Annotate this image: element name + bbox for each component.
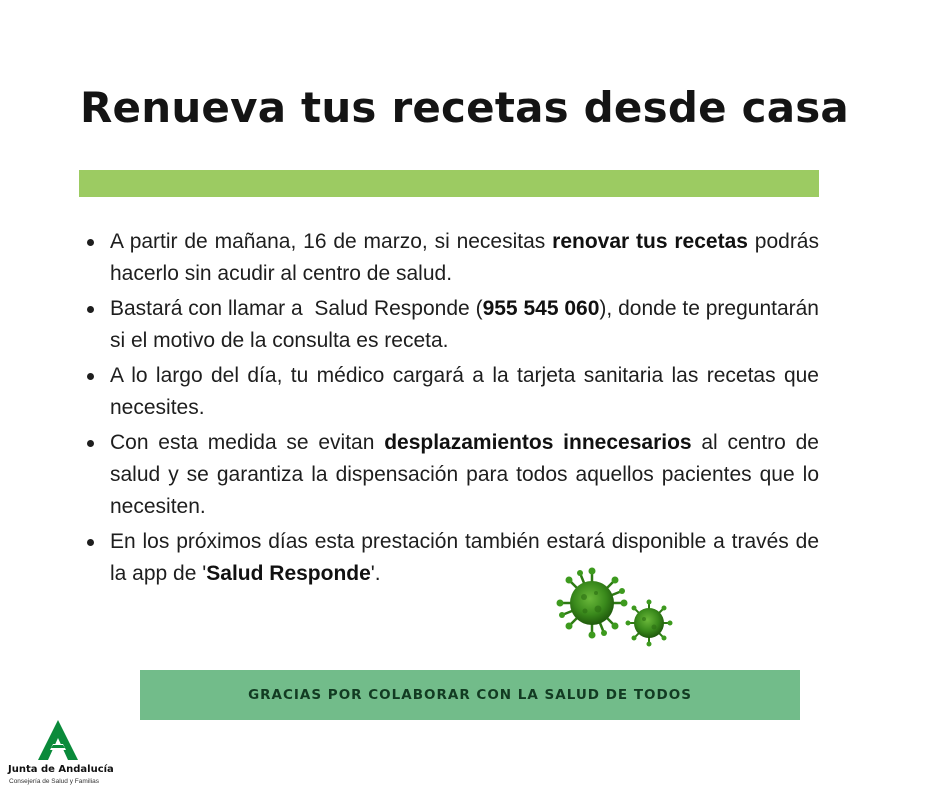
bullet-text: Bastará con llamar a Salud Responde (	[110, 297, 483, 320]
bullet-text: ), donde te preguntarán si el motivo de la consulta es receta.	[110, 297, 819, 352]
page-title: Renueva tus recetas desde casa	[80, 83, 849, 132]
phone-number: 955 545 060	[482, 297, 600, 320]
bullet-text: al centro de salud y se garantiza la dispensación para todos aquellos pacientes que lo necesiten.	[110, 431, 819, 518]
bullet-text: A partir de mañana, 16 de marzo, si necesitas	[110, 230, 553, 253]
bullet-item	[86, 226, 819, 290]
bullet-dot	[87, 440, 94, 447]
virus-icon	[554, 565, 630, 641]
bullet-text: podrás hacerlo sin acudir al centro de salud.	[110, 230, 819, 285]
virus-icon	[624, 598, 674, 648]
logo-name: Junta de Andalucía	[8, 764, 114, 775]
footer-banner	[140, 670, 800, 720]
bullet-dot	[87, 239, 94, 246]
bullet-bold-text: renovar tus recetas	[552, 230, 748, 253]
bullet-bold-text: desplazamientos innecesarios	[384, 431, 692, 454]
junta-andalucia-logo	[8, 716, 138, 786]
bullet-item	[86, 360, 819, 424]
bullet-item	[86, 526, 819, 590]
bullet-list	[86, 226, 819, 593]
bullet-item	[86, 427, 819, 523]
bullet-text: Con esta medida se evitan	[110, 431, 385, 454]
bullet-dot	[87, 306, 94, 313]
bullet-item	[86, 293, 819, 357]
bullet-bold-text: Salud Responde	[206, 562, 371, 585]
logo-department: Consejería de Salud y Familias	[9, 778, 99, 785]
bullet-text: En los próximos días esta prestación también estará disponible a través de la app de '	[110, 530, 819, 585]
bullet-text: '.	[370, 562, 381, 585]
accent-bar	[79, 170, 819, 197]
bullet-dot	[87, 539, 94, 546]
footer-text: GRACIAS POR COLABORAR CON LA SALUD DE TODOS	[248, 687, 692, 703]
bullet-text: A lo largo del día, tu médico cargará a la tarjeta sanitaria las recetas que necesites.	[110, 364, 819, 419]
bullet-dot	[87, 373, 94, 380]
junta-andalucia-logo-icon	[36, 718, 80, 762]
